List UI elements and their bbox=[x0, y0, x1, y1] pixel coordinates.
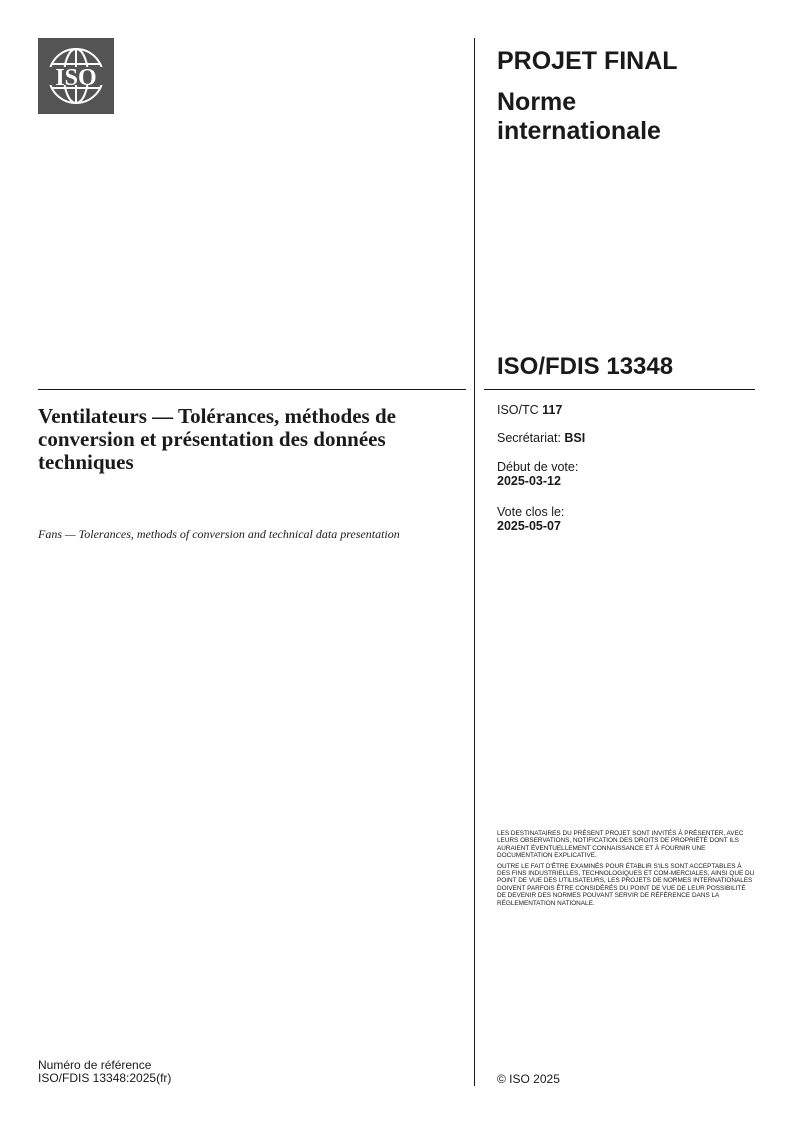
vote-start-date: 2025-03-12 bbox=[497, 474, 561, 488]
secretariat-label: Secrétariat: bbox=[497, 431, 565, 445]
secretariat bbox=[497, 431, 585, 445]
right-horizontal-divider bbox=[484, 389, 755, 390]
reference-label: Numéro de référence bbox=[38, 1058, 152, 1072]
document-number: ISO/FDIS 13348 bbox=[497, 353, 674, 380]
title-english: Fans — Tolerances, methods of conversion and technical data presentation bbox=[38, 527, 400, 541]
reference-number bbox=[38, 1059, 171, 1085]
vote-end-date: 2025-05-07 bbox=[497, 519, 561, 533]
tc-label: ISO/TC bbox=[497, 403, 543, 417]
document-type: Norme internationale bbox=[497, 88, 661, 145]
technical-committee bbox=[497, 403, 562, 417]
notice-paragraph-2: OUTRE LE FAIT D'ÊTRE EXAMINÉS POUR ÉTABLIR S'ILS SONT ACCEPTABLES À DES FINS INDUSTRIELLES, TECHNOLOGIQUES ET COM-MERCIALES, AINSI QUE DU POINT DE VUE DES UTILISATEURS, LES PROJETS DE NORMES INTERNATIONALES DOIVENT PARFOIS ÊTRE CONSIDÉRÉS DU POINT DE VUE DE LEUR POSSIBILITÉ DE DEVENIR DES NORMES POUVANT SERVIR DE RÉFÉRENCE DANS LA RÉGLEMENTATION NATIONALE. bbox=[497, 862, 755, 907]
notice-block bbox=[497, 830, 755, 910]
notice-paragraph-1: LES DESTINATAIRES DU PRÉSENT PROJET SONT INVITÉS À PRÉSENTER, AVEC LEURS OBSERVATIONS, NOTIFICATION DES DROITS DE PROPRIÉTÉ DONT ILS AURAIENT ÉVENTUELLEMENT CONNAISSANCE ET À FOURNIR UNE DOCUMENTATION EXPLICATIVE. bbox=[497, 830, 744, 860]
copyright: © ISO 2025 bbox=[497, 1072, 560, 1086]
vote-start bbox=[497, 460, 578, 488]
secretariat-value: BSI bbox=[564, 431, 586, 445]
vote-end bbox=[497, 505, 564, 533]
tc-value: 117 bbox=[542, 403, 563, 417]
vote-end-label: Vote clos le: bbox=[497, 505, 565, 519]
vote-start-label: Début de vote: bbox=[497, 460, 579, 474]
vertical-divider bbox=[474, 38, 475, 1086]
left-horizontal-divider bbox=[38, 389, 466, 390]
logo-text: ISO bbox=[55, 65, 97, 91]
reference-value: ISO/FDIS 13348:2025(fr) bbox=[38, 1071, 172, 1085]
globe-icon bbox=[38, 38, 114, 114]
title-french: Ventilateurs — Tolérances, méthodes de conversion et présentation des données techniques bbox=[38, 404, 396, 474]
iso-logo bbox=[38, 38, 114, 114]
stage-title: PROJET FINAL bbox=[497, 47, 678, 75]
